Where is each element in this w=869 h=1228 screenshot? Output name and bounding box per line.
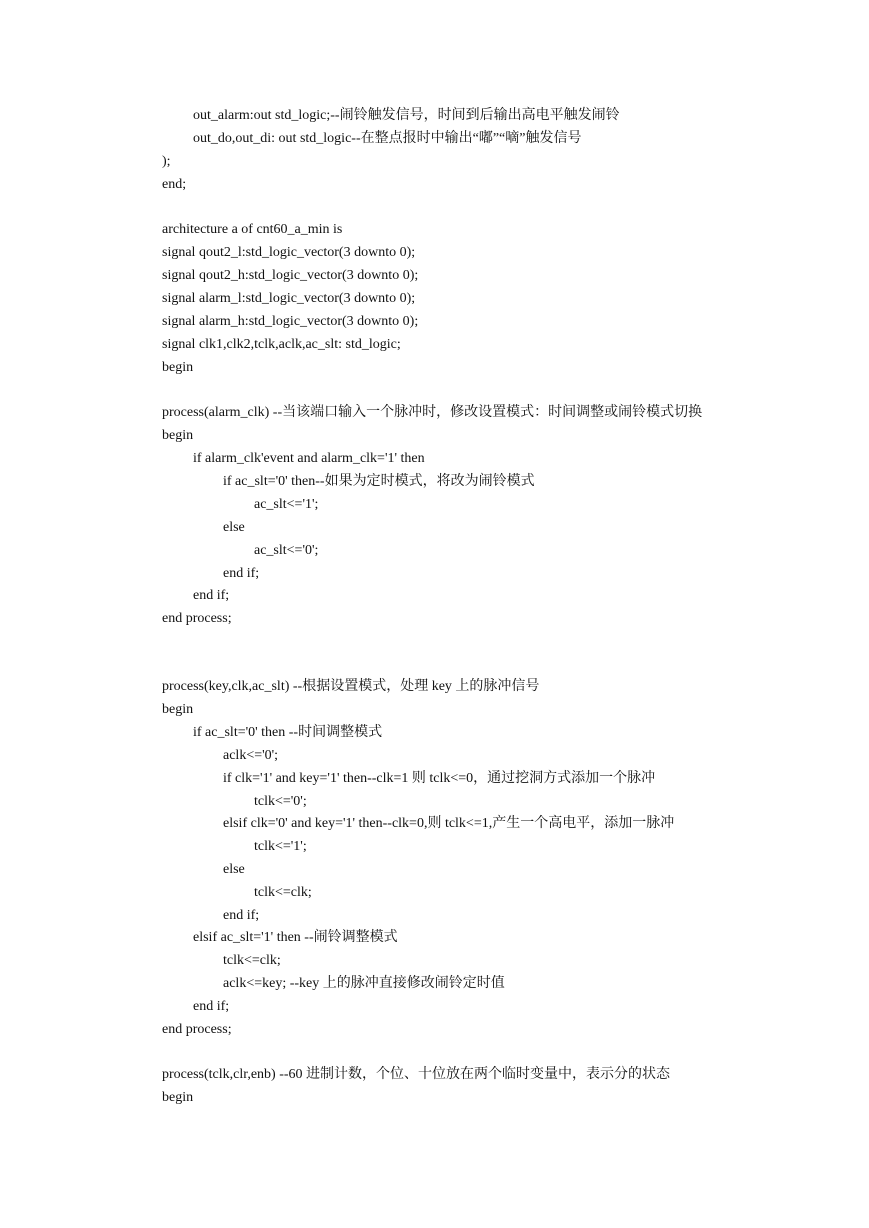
code-line: architecture a of cnt60_a_min is: [162, 222, 343, 237]
code-line: signal qout2_l:std_logic_vector(3 downto 0);: [162, 245, 416, 260]
code-line: if alarm_clk'event and alarm_clk='1' then: [193, 451, 425, 466]
code-line: begin: [162, 428, 194, 443]
code-line: end process;: [162, 1022, 232, 1037]
code-line: out_do,out_di: out std_logic--在整点报时中输出“嘟”“嘀”触发信号: [193, 131, 582, 146]
code-line: );: [162, 154, 171, 169]
code-line: end if;: [193, 999, 230, 1014]
code-line: end if;: [223, 908, 260, 923]
code-line: process(key,clk,ac_slt) --根据设置模式，处理 key 上的脉冲信号: [162, 679, 540, 694]
code-line: tclk<='0';: [254, 794, 307, 809]
code-line: signal qout2_h:std_logic_vector(3 downto 0);: [162, 268, 419, 283]
code-line: end if;: [223, 566, 260, 581]
code-line: signal alarm_h:std_logic_vector(3 downto 0);: [162, 314, 419, 329]
code-line: ac_slt<='0';: [254, 543, 319, 558]
code-line: begin: [162, 702, 194, 717]
code-line: end if;: [193, 588, 230, 603]
code-line: if ac_slt='0' then --时间调整模式: [193, 725, 383, 740]
code-line: signal clk1,clk2,tclk,aclk,ac_slt: std_logic;: [162, 337, 401, 352]
code-line: end;: [162, 177, 187, 192]
code-line: process(tclk,clr,enb) --60 进制计数，个位、十位放在两个临时变量中，表示分的状态: [162, 1067, 671, 1082]
code-line: if ac_slt='0' then--如果为定时模式，将改为闹铃模式: [223, 474, 535, 489]
code-line: if clk='1' and key='1' then--clk=1 则 tclk<=0，通过挖洞方式添加一个脉冲: [223, 771, 656, 786]
code-line: tclk<='1';: [254, 839, 307, 854]
code-line: aclk<='0';: [223, 748, 279, 763]
code-line: begin: [162, 1090, 194, 1105]
code-line: out_alarm:out std_logic;--闹铃触发信号，时间到后输出高电平触发闹铃: [193, 108, 620, 123]
code-line: tclk<=clk;: [254, 885, 312, 900]
code-line: elsif clk='0' and key='1' then--clk=0,则 tclk<=1,产生一个高电平，添加一脉冲: [223, 816, 675, 831]
code-line: else: [223, 520, 245, 535]
code-line: process(alarm_clk) --当该端口输入一个脉冲时，修改设置模式：时间调整或闹铃模式切换: [162, 405, 703, 420]
code-line: tclk<=clk;: [223, 953, 281, 968]
code-line: end process;: [162, 611, 232, 626]
code-line: else: [223, 862, 245, 877]
code-line: ac_slt<='1';: [254, 497, 319, 512]
code-line: begin: [162, 360, 194, 375]
code-line: signal alarm_l:std_logic_vector(3 downto 0);: [162, 291, 416, 306]
code-line: aclk<=key; --key 上的脉冲直接修改闹铃定时值: [223, 976, 505, 991]
code-line: elsif ac_slt='1' then --闹铃调整模式: [193, 930, 398, 945]
